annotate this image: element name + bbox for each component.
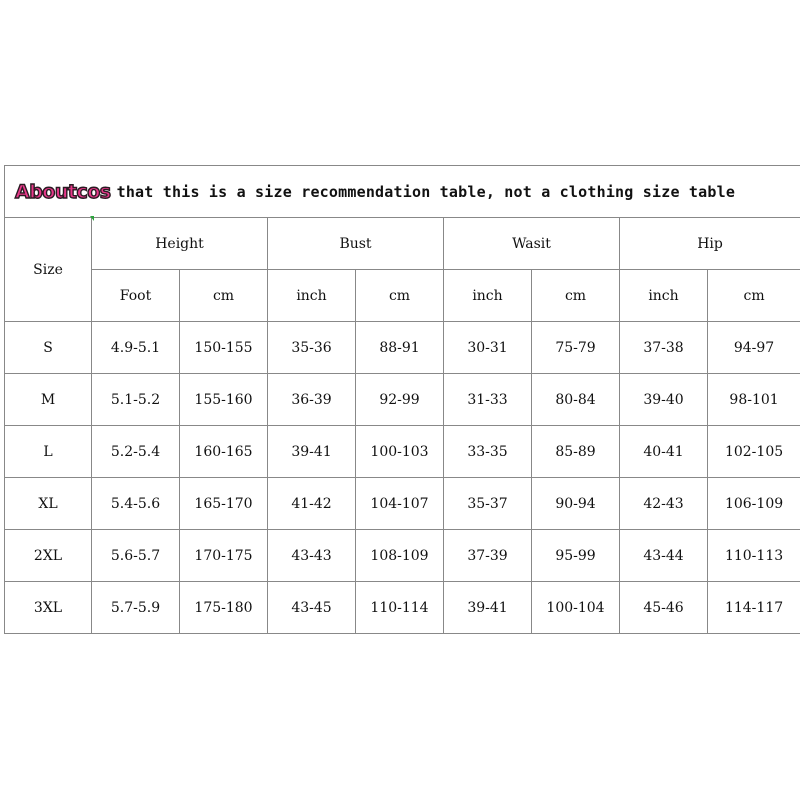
table-row: [5, 478, 800, 530]
cell-height-cm: 155-160: [180, 374, 268, 426]
cell-hip-cm: 102-105: [708, 426, 800, 478]
unit-hip-cm: cm: [708, 270, 800, 322]
cell-hip-inch: 40-41: [620, 426, 708, 478]
size-cell: M: [5, 374, 92, 426]
unit-height-foot: Foot: [92, 270, 180, 322]
header-waist: Wasit: [444, 218, 620, 270]
cell-waist-cm: 75-79: [532, 322, 620, 374]
size-header: [5, 218, 92, 322]
header-height: Height: [92, 218, 268, 270]
unit-bust-inch: inch: [268, 270, 356, 322]
corner-mark: [90, 216, 94, 221]
cell-hip-inch: 39-40: [620, 374, 708, 426]
cell-hip-cm: 114-117: [708, 582, 800, 634]
cell-bust-cm: 110-114: [356, 582, 444, 634]
cell-bust-inch: 41-42: [268, 478, 356, 530]
cell-bust-inch: 43-45: [268, 582, 356, 634]
cell-waist-inch: 35-37: [444, 478, 532, 530]
cell-hip-inch: 42-43: [620, 478, 708, 530]
cell-hip-cm: 94-97: [708, 322, 800, 374]
cell-hip-cm: 106-109: [708, 478, 800, 530]
unit-waist-cm: cm: [532, 270, 620, 322]
banner-cell: [5, 166, 800, 218]
cell-bust-cm: 108-109: [356, 530, 444, 582]
brand-logo: Aboutcos: [15, 180, 111, 203]
cell-hip-cm: 110-113: [708, 530, 800, 582]
banner-row: [5, 166, 800, 218]
cell-height-cm: 160-165: [180, 426, 268, 478]
cell-hip-inch: 43-44: [620, 530, 708, 582]
cell-height-cm: 175-180: [180, 582, 268, 634]
cell-waist-inch: 30-31: [444, 322, 532, 374]
cell-bust-inch: 35-36: [268, 322, 356, 374]
size-cell: S: [5, 322, 92, 374]
cell-height-foot: 5.1-5.2: [92, 374, 180, 426]
cell-height-cm: 165-170: [180, 478, 268, 530]
cell-bust-inch: 39-41: [268, 426, 356, 478]
cell-bust-cm: 104-107: [356, 478, 444, 530]
header-unit-row: [5, 270, 800, 322]
size-cell: 3XL: [5, 582, 92, 634]
cell-waist-inch: 33-35: [444, 426, 532, 478]
cell-waist-cm: 95-99: [532, 530, 620, 582]
cell-bust-inch: 43-43: [268, 530, 356, 582]
cell-bust-cm: 100-103: [356, 426, 444, 478]
table-row: [5, 426, 800, 478]
table-row: [5, 582, 800, 634]
cell-bust-cm: 88-91: [356, 322, 444, 374]
cell-height-cm: 150-155: [180, 322, 268, 374]
cell-height-foot: 5.7-5.9: [92, 582, 180, 634]
cell-waist-cm: 100-104: [532, 582, 620, 634]
unit-waist-inch: inch: [444, 270, 532, 322]
size-cell: 2XL: [5, 530, 92, 582]
cell-waist-inch: 31-33: [444, 374, 532, 426]
cell-waist-cm: 90-94: [532, 478, 620, 530]
unit-hip-inch: inch: [620, 270, 708, 322]
banner-note: that this is a size recommendation table, not a clothing size table: [116, 182, 736, 201]
size-chart: [4, 165, 800, 634]
cell-height-foot: 4.9-5.1: [92, 322, 180, 374]
header-hip: Hip: [620, 218, 800, 270]
unit-bust-cm: cm: [356, 270, 444, 322]
size-cell: L: [5, 426, 92, 478]
table-row: [5, 322, 800, 374]
cell-height-foot: 5.6-5.7: [92, 530, 180, 582]
cell-height-foot: 5.4-5.6: [92, 478, 180, 530]
cell-bust-cm: 92-99: [356, 374, 444, 426]
cell-hip-inch: 45-46: [620, 582, 708, 634]
header-group-row: [5, 218, 800, 270]
table-row: [5, 530, 800, 582]
cell-waist-cm: 85-89: [532, 426, 620, 478]
cell-hip-inch: 37-38: [620, 322, 708, 374]
cell-hip-cm: 98-101: [708, 374, 800, 426]
cell-waist-inch: 39-41: [444, 582, 532, 634]
cell-bust-inch: 36-39: [268, 374, 356, 426]
size-header-label: Size: [33, 261, 63, 278]
unit-height-cm: cm: [180, 270, 268, 322]
size-cell: XL: [5, 478, 92, 530]
cell-height-foot: 5.2-5.4: [92, 426, 180, 478]
cell-height-cm: 170-175: [180, 530, 268, 582]
size-table: [4, 165, 800, 634]
cell-waist-inch: 37-39: [444, 530, 532, 582]
header-bust: Bust: [268, 218, 444, 270]
cell-waist-cm: 80-84: [532, 374, 620, 426]
table-row: [5, 374, 800, 426]
